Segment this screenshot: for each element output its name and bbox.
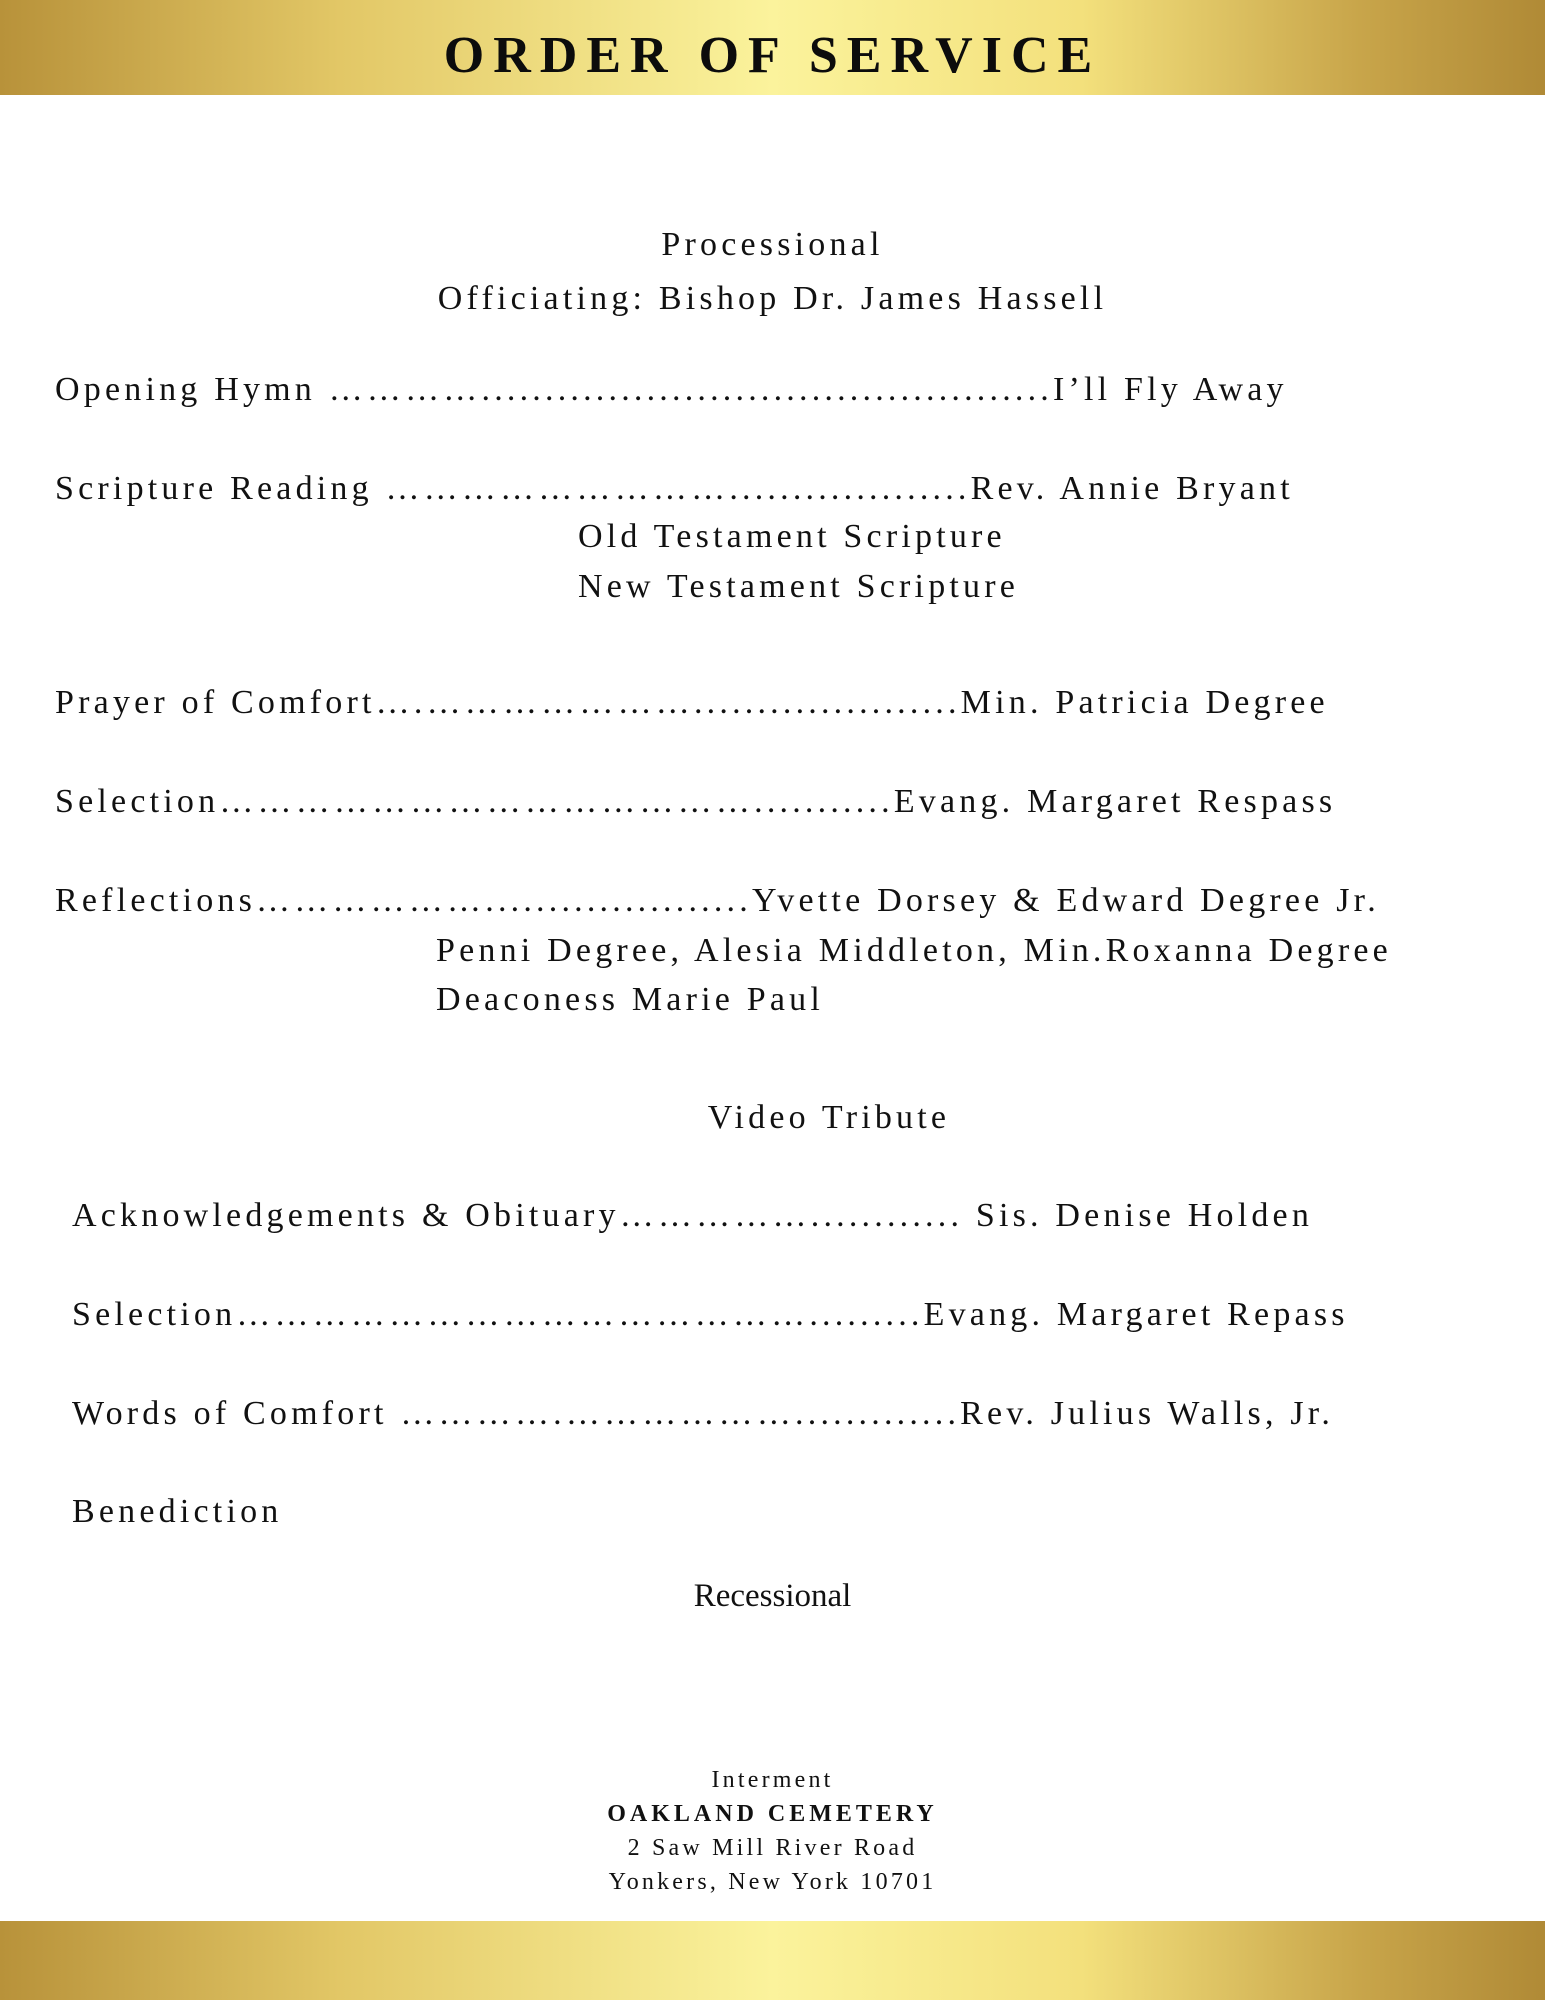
selection-line-2: Selection……………………………………….........Evang. Margaret Repass [72,1296,1349,1333]
reflections-names-line-2: Deaconess Marie Paul [436,981,825,1018]
reflections-line: Reflections……………….....................Yvette Dorsey & Edward Degree Jr. [55,882,1380,919]
prayer-of-comfort-line: Prayer of Comfort….………………….....................Min. Patricia Degree [55,684,1329,721]
words-of-comfort-line: Words of Comfort ………….……………….............Rev. Julius Walls, Jr. [72,1395,1335,1432]
cemetery-name: OAKLAND CEMETERY [607,1801,938,1827]
interment-label: Interment [711,1767,834,1793]
video-tribute-line: Video Tribute [707,1099,951,1136]
selection-line-1: Selection……………………………………...........Evang. Margaret Respass [55,783,1337,820]
benediction-line: Benediction [72,1493,283,1530]
old-testament-line: Old Testament Scripture [578,518,1006,555]
officiating-line: Officiating: Bishop Dr. James Hassell [437,280,1108,317]
cemetery-address-line-1: 2 Saw Mill River Road [627,1835,918,1861]
opening-hymn-line: Opening Hymn ………….............................................I’ll Fly Away [55,371,1288,408]
processional-line: Processional [661,226,884,263]
scripture-reading-line: Scripture Reading ………………………...................Rev. Annie Bryant [55,470,1294,507]
recessional-line: Recessional [693,1578,852,1614]
acknowledgements-line: Acknowledgements & Obituary……………............ Sis. Denise Holden [72,1197,1314,1234]
reflections-names-line: Penni Degree, Alesia Middleton, Min.Roxanna Degree [436,932,1392,969]
bottom-gold-band [0,1921,1545,2000]
page-title: ORDER OF SERVICE [443,27,1102,84]
new-testament-line: New Testament Scripture [578,568,1020,605]
cemetery-address-line-2: Yonkers, New York 10701 [608,1869,937,1895]
